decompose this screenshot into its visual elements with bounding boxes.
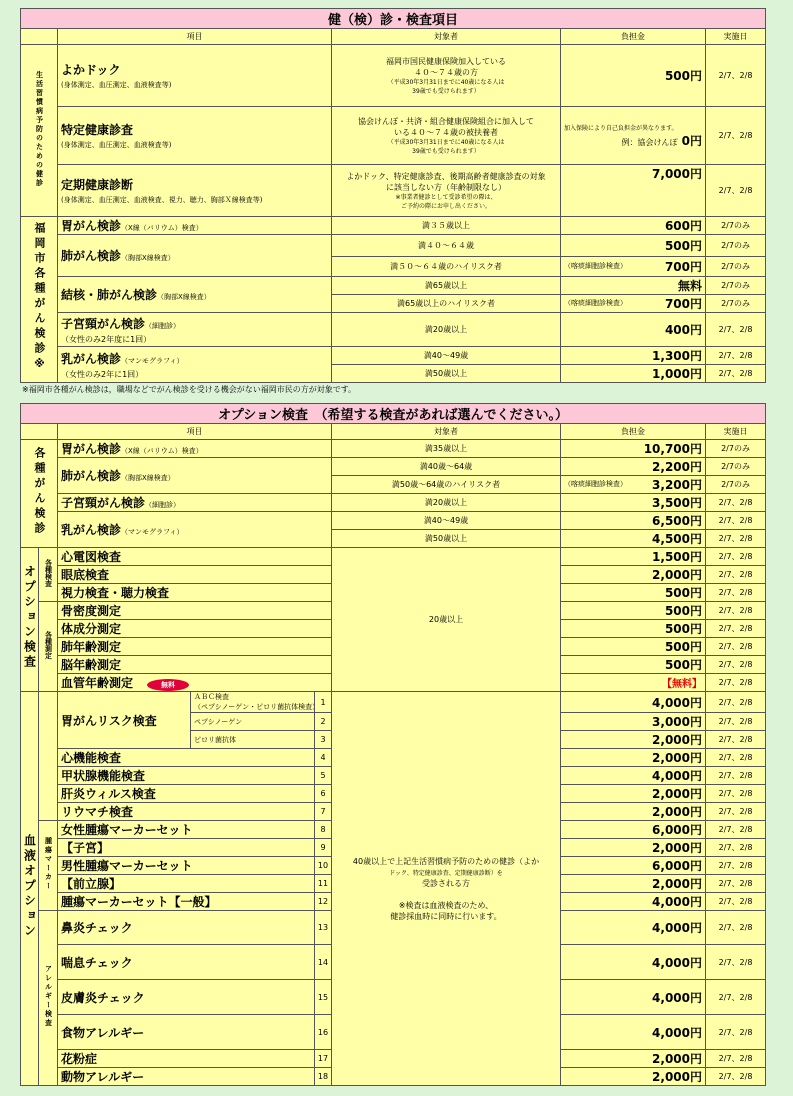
- table-row: 体成分測定 500円 2/7、2/8: [21, 620, 766, 638]
- header-day: 実施日: [706, 29, 766, 45]
- checkup-title: 健（検）診・検査項目: [21, 9, 766, 29]
- table-row: 【子宮】 9 2,000円 2/7、2/8: [21, 839, 766, 857]
- table-row: 子宮頸がん検診（細胞診） （女性のみ2年度に1回） 満20歳以上 400円 2/7、2/8: [21, 313, 766, 347]
- group-tumor-label: 腫瘍マーカー: [39, 821, 58, 911]
- header-target: 対象者: [332, 424, 561, 440]
- header-item: 項目: [58, 29, 332, 45]
- table-row: 生活習慣病予防のための健診 よかドック (身体測定、血圧測定、血液検査等) 福岡市国民健康保険加入している ４０～７４歳の方 （平成30年3月31日までに40歳になる人は 39歳でも受けられます） 500円 2/7、2/8: [21, 45, 766, 107]
- table-row: 脳年齢測定 500円 2/7、2/8: [21, 656, 766, 674]
- group-each-measure-label: 各種測定: [39, 602, 58, 692]
- table-row: 心機能検査 4 2,000円 2/7、2/8: [21, 749, 766, 767]
- page: [20, 8, 765, 1086]
- table-row: 満５０～６４歳のハイリスク者 （喀痰細胞診検査） 700円 2/7のみ: [21, 257, 766, 277]
- table-row: 肺がん検診（胸部X線検査） 満４０～６４歳 500円 2/7のみ: [21, 235, 766, 257]
- table-row: 満65歳以上のハイリスク者 （喀痰細胞診検査） 700円 2/7のみ: [21, 295, 766, 313]
- table-row: オプション検査 各種検査 心電図検査 20歳以上 1,500円 2/7、2/8: [21, 548, 766, 566]
- table-row: ペプシノーゲン 2 3,000円 2/7、2/8: [21, 713, 766, 731]
- table-row: 食物アレルギー 16 4,000円 2/7、2/8: [21, 1015, 766, 1050]
- header-day: 実施日: [706, 424, 766, 440]
- table-row: 満50歳以上 1,000円 2/7、2/8: [21, 365, 766, 383]
- option-title: オプション検査 （希望する検査があれば選んでください。）: [21, 404, 766, 424]
- group-fukuoka-cancer-label: 福岡市各種がん検診※: [21, 217, 58, 383]
- table-row: 満50歳以上 4,500円 2/7、2/8: [21, 530, 766, 548]
- group-cancer-label: 各種がん検診: [21, 440, 58, 548]
- table-row: 肺年齢測定 500円 2/7、2/8: [21, 638, 766, 656]
- table-row: 乳がん検診（マンモグラフィ） （女性のみ2年に1回） 満40～49歳 1,300円 2/7、2/8: [21, 347, 766, 365]
- checkup-table: [20, 8, 766, 383]
- table-row: 喘息チェック 14 4,000円 2/7、2/8: [21, 945, 766, 980]
- table-row: 花粉症 17 2,000円 2/7、2/8: [21, 1050, 766, 1068]
- group-lifestyle-label: 生活習慣病予防のための健診: [21, 45, 58, 217]
- header-fee: 負担金: [561, 29, 706, 45]
- footnote: ※福岡市各種がん検診は，職場などでがん検診を受ける機会がない福岡市民の方が対象です。: [22, 385, 357, 394]
- table-row: 腫瘍マーカー 女性腫瘍マーカーセット 8 6,000円 2/7、2/8: [21, 821, 766, 839]
- table-row: 血液オプション 胃がんリスク検査 ＡＢＣ検査 （ペプシノーゲン・ピロリ菌抗体検査） 1 40歳以上で上記生活習慣病予防のための健診（よか ドック、特定健康診査、定期健康診断）を 受診される方 ※検査は血液検査のため、 健診採血時に同時に行います。 4,000円 2/7、2/8: [21, 692, 766, 713]
- table-row: 肝炎ウィルス検査 6 2,000円 2/7、2/8: [21, 785, 766, 803]
- table-row: 男性腫瘍マーカーセット 10 6,000円 2/7、2/8: [21, 857, 766, 875]
- table-row: 満50歳～64歳のハイリスク者 （喀痰細胞診検査） 3,200円 2/7のみ: [21, 476, 766, 494]
- table-row: 各種がん検診 胃がん検診（X線（バリウム）検査） 満35歳以上 10,700円 2/7のみ: [21, 440, 766, 458]
- table-row: 乳がん検診（マンモグラフィ） 満40～49歳 6,500円 2/7、2/8: [21, 512, 766, 530]
- header-fee: 負担金: [561, 424, 706, 440]
- table-row: 結核・肺がん検診（胸部X線検査） 満65歳以上 無料 2/7のみ: [21, 277, 766, 295]
- table-row: 皮膚炎チェック 15 4,000円 2/7、2/8: [21, 980, 766, 1015]
- option-table: [20, 403, 766, 1086]
- table-row: 各種測定 骨密度測定 500円 2/7、2/8: [21, 602, 766, 620]
- header-target: 対象者: [332, 29, 561, 45]
- group-blood-label: 血液オプション: [21, 692, 39, 1086]
- group-allergy-label: アレルギー検査: [39, 911, 58, 1086]
- free-stamp: 無料: [147, 679, 189, 691]
- table-row: 子宮頸がん検診（細胞診） 満20歳以上 3,500円 2/7、2/8: [21, 494, 766, 512]
- table-row: 肺がん検診（胸部X線検査） 満40歳～64歳 2,200円 2/7のみ: [21, 458, 766, 476]
- table-row: 視力検査・聴力検査 500円 2/7、2/8: [21, 584, 766, 602]
- table-row: 眼底検査 2,000円 2/7、2/8: [21, 566, 766, 584]
- table-row: 甲状腺機能検査 5 4,000円 2/7、2/8: [21, 767, 766, 785]
- table-row: 腫瘍マーカーセット【一般】 12 4,000円 2/7、2/8: [21, 893, 766, 911]
- table-row: 特定健康診査 (身体測定、血圧測定、血液検査等) 協会けんぽ・共済・組合健康保険組合に加入して いる４０～７４歳の被扶養者 （平成30年3月31日までに40歳になる人は 39歳でも受けられます） 加入保険により自己負担金が異なります。 例：協会けんぽ 0円 2/7、2/8: [21, 107, 766, 165]
- table-row: 福岡市各種がん検診※ 胃がん検診（X線（バリウム）検査） 満３５歳以上 600円 2/7のみ: [21, 217, 766, 235]
- table-row: リウマチ検査 7 2,000円 2/7、2/8: [21, 803, 766, 821]
- group-option-label: オプション検査: [21, 548, 39, 692]
- group-each-test-label: 各種検査: [39, 548, 58, 602]
- table-row: ピロリ菌抗体 3 2,000円 2/7、2/8: [21, 731, 766, 749]
- table-row: 定期健康診断 (身体測定、血圧測定、血液検査、視力、聴力、胸部Ｘ線検査等) よかドック、特定健康診査、後期高齢者健康診査の対象 に該当しない方（年齢制限なし） ※事業者健診として受診希望の際は、 ご予約の際にお申し出ください。 7,000円 2/7、2/8: [21, 165, 766, 217]
- table-row: 動物アレルギー 18 2,000円 2/7、2/8: [21, 1068, 766, 1086]
- table-row: 血管年齢測定 無料 【無料】 2/7、2/8: [21, 674, 766, 692]
- table-row: 【前立腺】 11 2,000円 2/7、2/8: [21, 875, 766, 893]
- header-item: 項目: [58, 424, 332, 440]
- table-row: アレルギー検査 鼻炎チェック 13 4,000円 2/7、2/8: [21, 911, 766, 945]
